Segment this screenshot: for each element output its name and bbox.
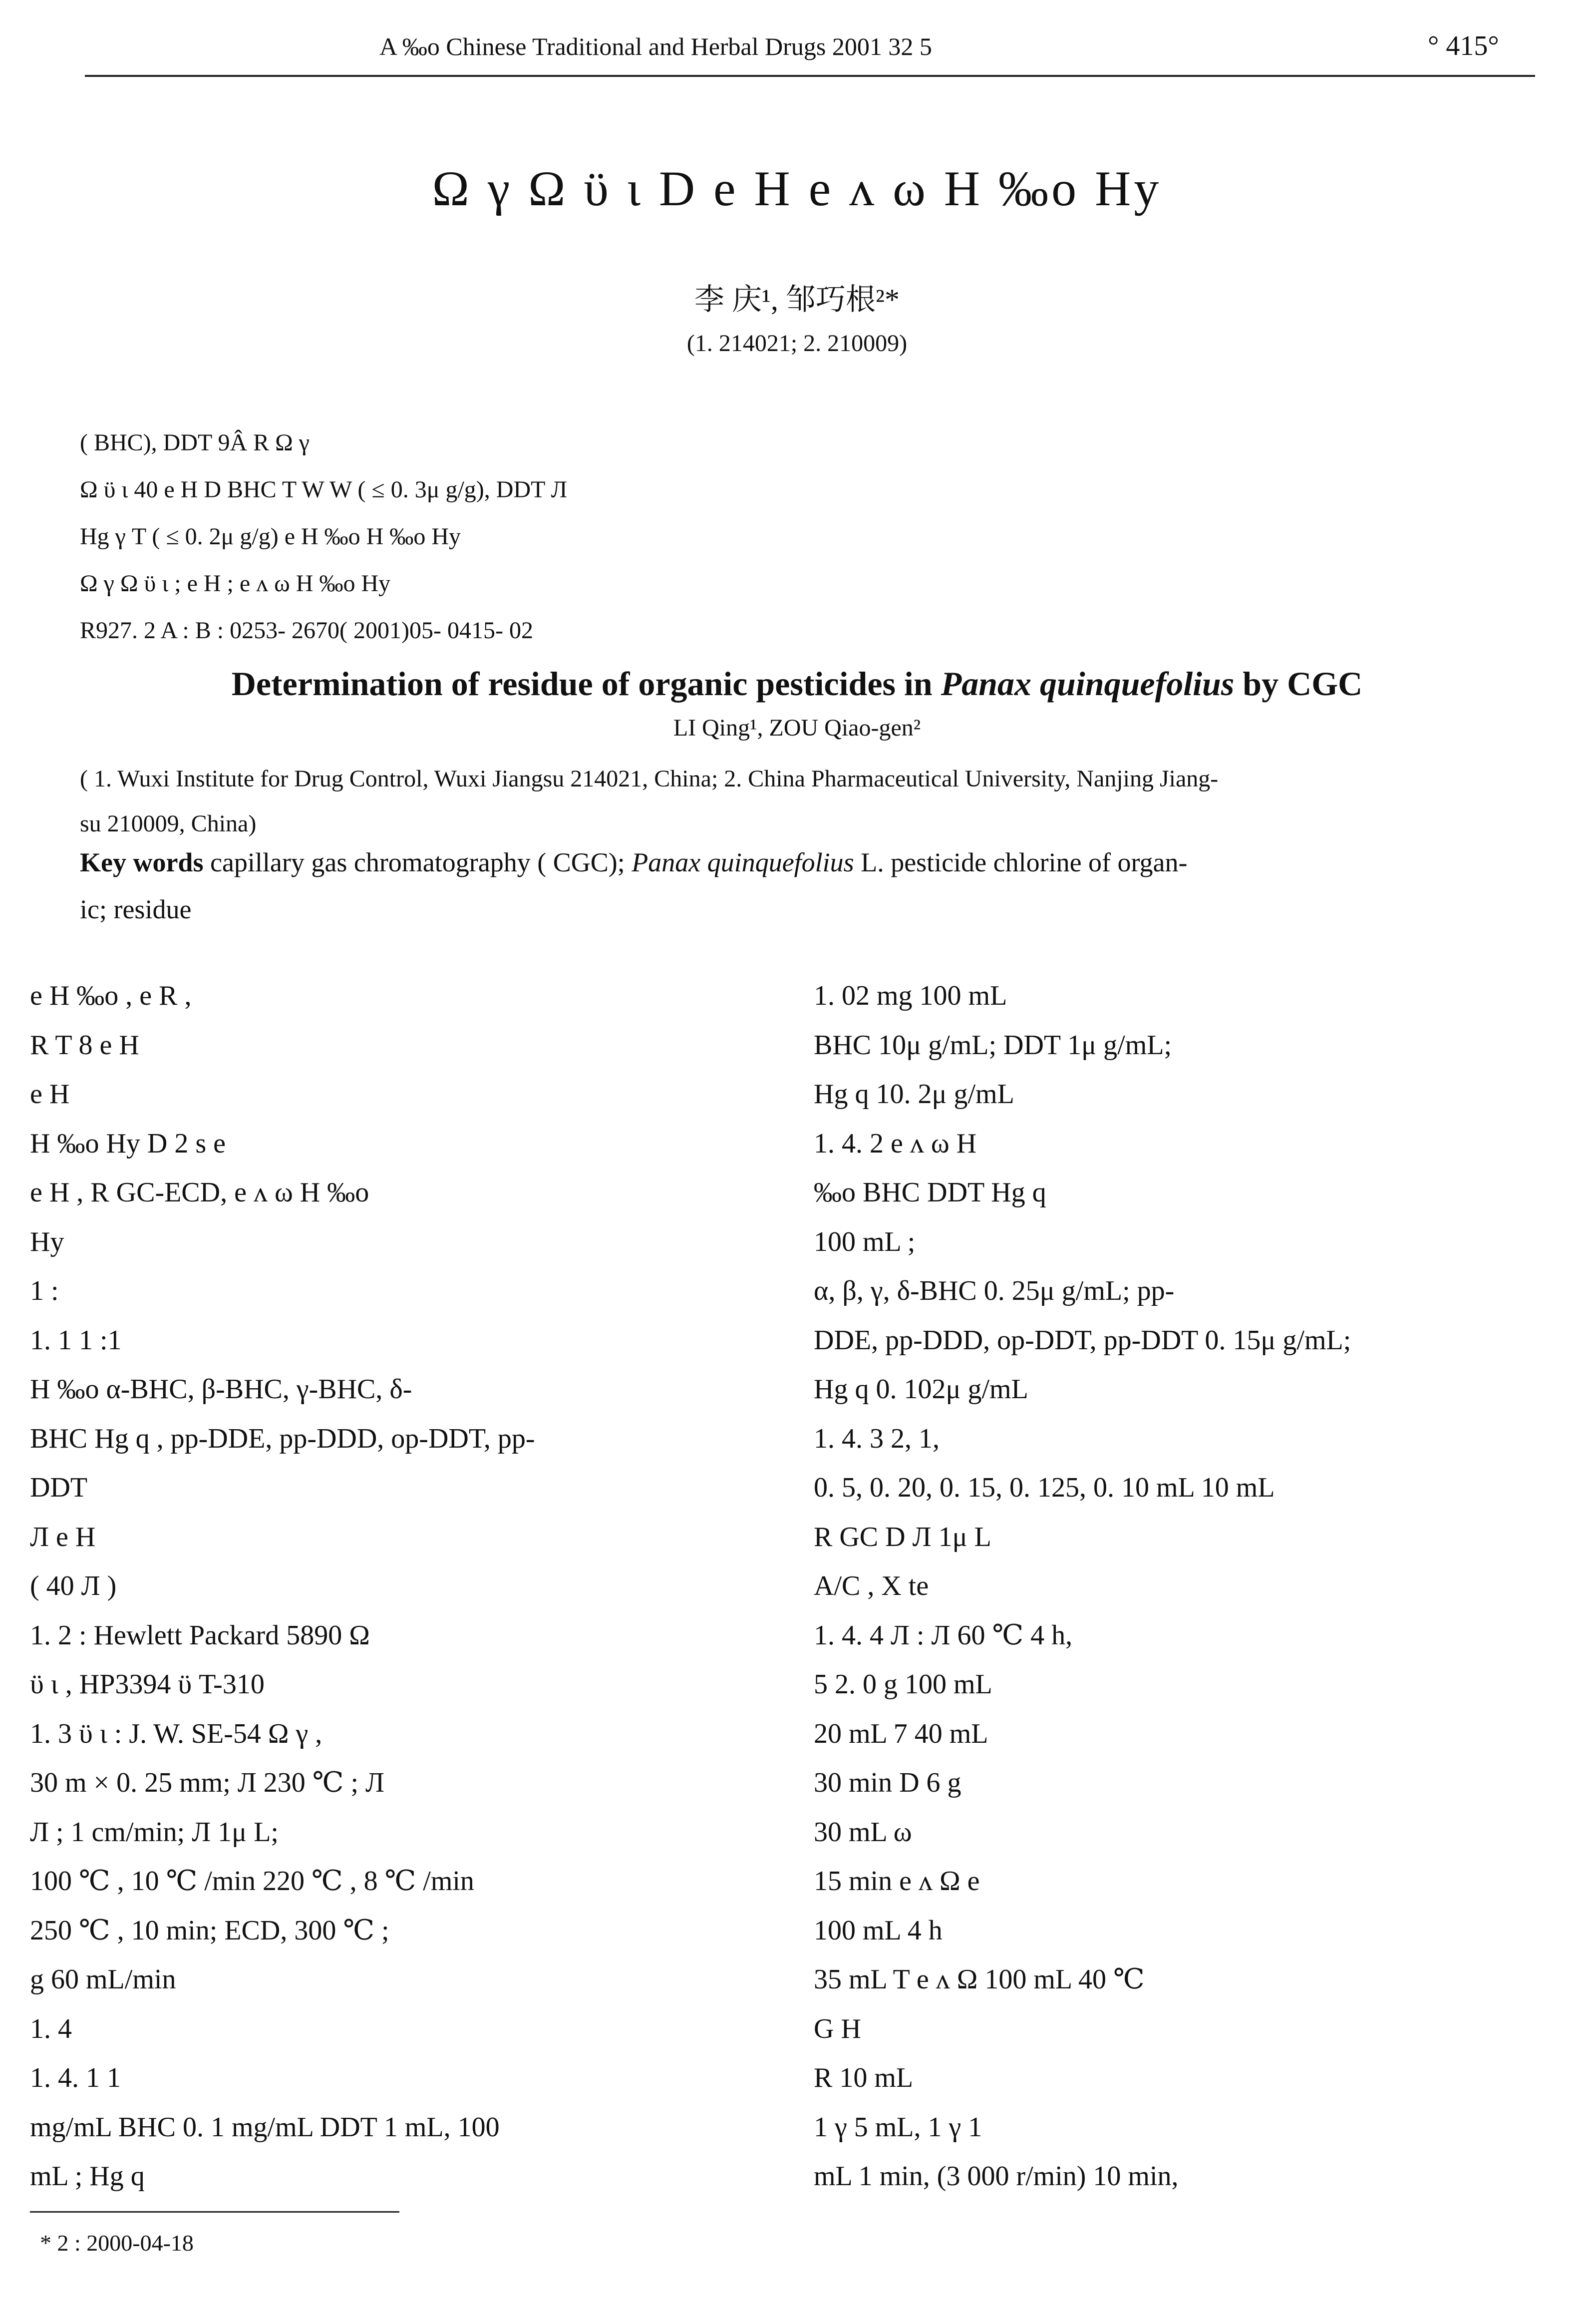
body-line: 20 mL 7 40 mL	[814, 1718, 988, 1749]
footnote: * 2 : 2000-04-18	[40, 2230, 194, 2256]
body-line: mL ; Hg q	[30, 2161, 145, 2192]
page-number: ° 415°	[1428, 30, 1499, 61]
body-line: R T 8 e H	[30, 1029, 139, 1061]
body-line: ϋ ι , HP3394 ϋ T-310	[30, 1669, 265, 1700]
body-line: α, β, γ, δ-BHC 0. 25μ g/mL; pp-	[814, 1275, 1175, 1306]
body-line: 1. 4. 2 e ʌ ω H	[814, 1128, 977, 1159]
body-line: DDE, pp-DDD, op-DDT, pp-DDT 0. 15μ g/mL;	[814, 1324, 1351, 1356]
body-line: 1. 3 ϋ ι : J. W. SE-54 Ω γ ,	[30, 1718, 322, 1749]
body-line: 5 2. 0 g 100 mL	[814, 1669, 992, 1700]
body-line: 30 m × 0. 25 mm; Л 230 ℃ ; Л	[30, 1767, 384, 1798]
body-line: e H ‰o , e R ,	[30, 980, 192, 1011]
abstract-line: Hg γ T ( ≤ 0. 2μ g/g) e H ‰o H ‰o Hy	[80, 523, 461, 550]
authors-chinese: 李 庆¹, 邹巧根²*	[694, 283, 900, 316]
body-line: Л ; 1 cm/min; Л 1μ L;	[30, 1816, 279, 1848]
header-rule	[85, 75, 1535, 77]
body-line: ( 40 Л )	[30, 1570, 117, 1601]
body-line: e H , R GC-ECD, e ʌ ω H ‰o	[30, 1177, 369, 1208]
body-line: e H	[30, 1079, 70, 1110]
body-line: g 60 mL/min	[30, 1964, 176, 1995]
body-line: 30 min D 6 g	[814, 1767, 961, 1798]
section-heading: 1 :	[30, 1275, 59, 1306]
body-line: 1. 4	[30, 2013, 72, 2044]
keywords-english: Key words capillary gas chromatography ( CGC); Panax quinquefolius L. pesticide chlorine of organ- ic; residue	[80, 847, 1188, 924]
affiliation-chinese: (1. 214021; 2. 210009)	[686, 330, 908, 357]
affiliation-line: su 210009, China)	[80, 810, 257, 837]
body-line: 1. 4. 1 1	[30, 2062, 121, 2093]
classification-line: R927. 2 A : B : 0253- 2670( 2001)05- 0415- 02	[80, 617, 533, 644]
affiliation-line: ( 1. Wuxi Institute for Drug Control, Wuxi Jiangsu 214021, China; 2. China Pharmaceutical University, Nanjing Jiang-	[80, 766, 1219, 792]
body-line: ‰o BHC DDT Hg q	[814, 1177, 1046, 1208]
body-line: 35 mL T e ʌ Ω 100 mL 40 ℃	[814, 1964, 1145, 1995]
body-line: 1. 1 1 :1	[30, 1324, 122, 1356]
abstract-chinese	[80, 419, 1518, 654]
body-line: R GC D Л 1μ L	[814, 1521, 991, 1552]
body-line: Hy	[30, 1226, 64, 1257]
body-line: 100 mL 4 h	[814, 1915, 943, 1946]
title-english: Determination of residue of organic pesticides in Panax quinquefolius by CGC	[231, 665, 1363, 703]
body-right-column	[814, 971, 1535, 2201]
body-line: 15 min e ʌ Ω e	[814, 1866, 980, 1897]
body-line: mg/mL BHC 0. 1 mg/mL DDT 1 mL, 100	[30, 2111, 500, 2143]
body-line: 1. 4. 3 2, 1,	[814, 1423, 940, 1454]
body-line: Л e H	[30, 1521, 96, 1552]
body-line: 1. 2 : Hewlett Packard 5890 Ω	[30, 1619, 370, 1651]
body-line: 1. 4. 4 Л : Л 60 ℃ 4 h,	[814, 1619, 1073, 1651]
body-line: DDT	[30, 1472, 88, 1503]
body-line: 250 ℃ , 10 min; ECD, 300 ℃ ;	[30, 1915, 389, 1946]
body-line: R 10 mL	[814, 2062, 914, 2093]
body-line: A/C , X te	[814, 1570, 929, 1601]
title-chinese: Ω γ Ω ϋ ι D e H e ʌ ω H ‰o Hy	[432, 161, 1162, 216]
body-left-column	[30, 971, 751, 2201]
body-line: BHC 10μ g/mL; DDT 1μ g/mL;	[814, 1029, 1172, 1061]
body-line: Hg q 10. 2μ g/mL	[814, 1079, 1014, 1110]
journal-header: A ‰o Chinese Traditional and Herbal Drugs 2001 32 5	[379, 32, 932, 60]
body-line: 1 γ 5 mL, 1 γ 1	[814, 2111, 982, 2143]
body-line: H ‰o α-BHC, β-BHC, γ-BHC, δ-	[30, 1374, 412, 1405]
body-line: 1. 02 mg 100 mL	[814, 980, 1007, 1011]
keywords-label: Key words	[80, 847, 204, 877]
affiliation-english	[80, 757, 1518, 846]
body-line: 100 ℃ , 10 ℃ /min 220 ℃ , 8 ℃ /min	[30, 1866, 474, 1897]
abstract-line: ( BHC), DDT 9Â R Ω γ	[80, 429, 310, 456]
title-species-italic: Panax quinquefolius	[941, 665, 1235, 703]
authors-english: LI Qing¹, ZOU Qiao-gen²	[673, 715, 921, 741]
footnote-rule	[30, 2211, 399, 2213]
page-header	[0, 0, 1594, 80]
body-line: mL 1 min, (3 000 r/min) 10 min,	[814, 2161, 1179, 2192]
body-line: H ‰o Hy D 2 s e	[30, 1128, 226, 1159]
body-line: 100 mL ;	[814, 1226, 916, 1257]
body-line: 30 mL ω	[814, 1816, 912, 1848]
abstract-line: Ω ϋ ι 40 e H D BHC T W W ( ≤ 0. 3μ g/g), DDT Л	[80, 476, 568, 503]
body-line: 0. 5, 0. 20, 0. 15, 0. 125, 0. 10 mL 10 mL	[814, 1472, 1275, 1503]
body-line: BHC Hg q , pp-DDE, pp-DDD, op-DDT, pp-	[30, 1423, 535, 1454]
body-line: G H	[814, 2013, 861, 2044]
keywords-chinese: Ω γ Ω ϋ ι ; e H ; e ʌ ω H ‰o Hy	[80, 570, 391, 597]
body-line: Hg q 0. 102μ g/mL	[814, 1374, 1028, 1405]
